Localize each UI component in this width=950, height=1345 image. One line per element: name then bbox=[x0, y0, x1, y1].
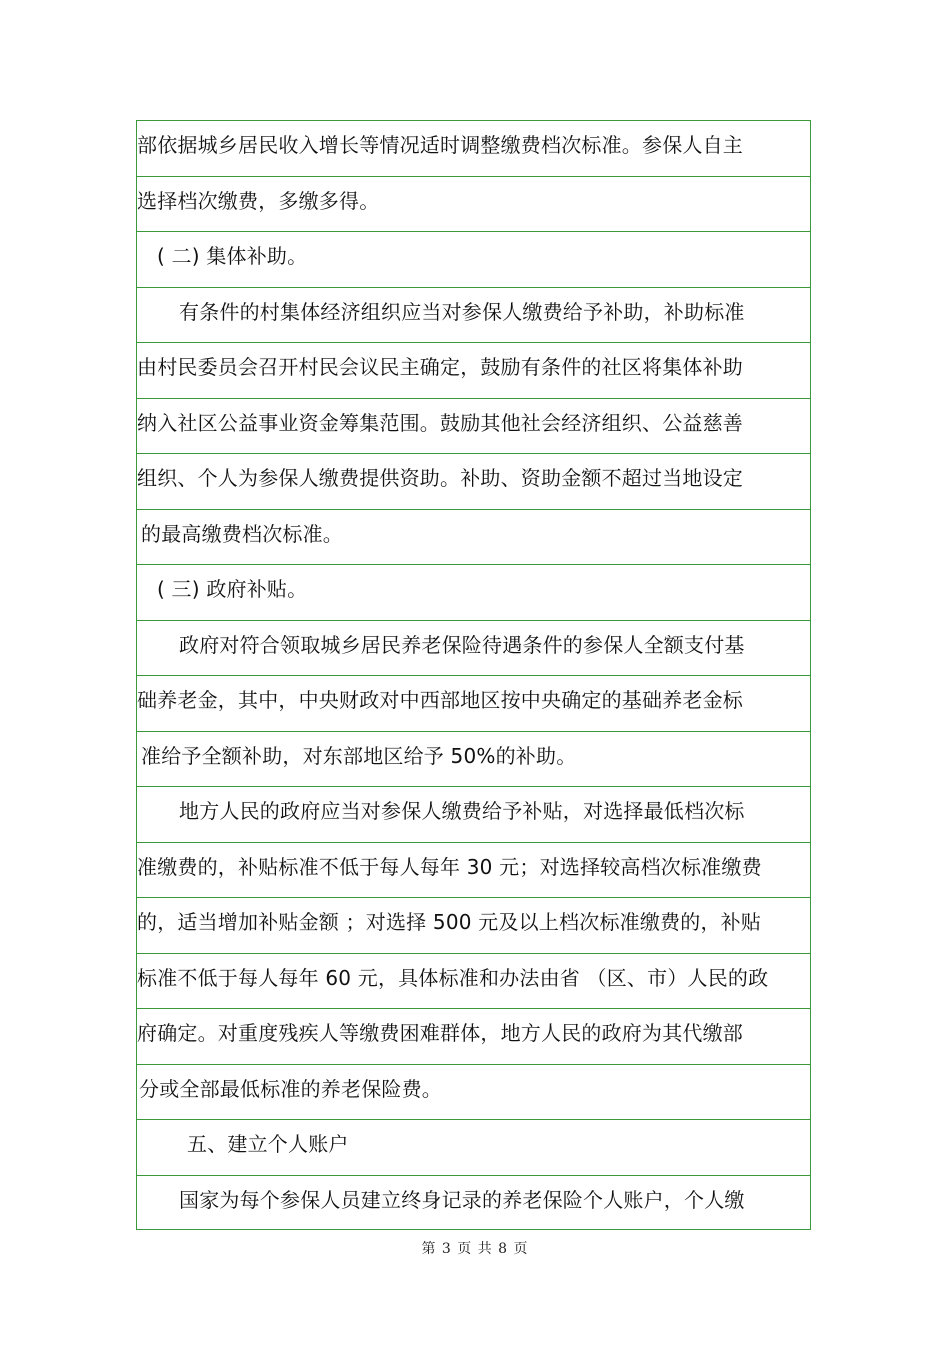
text-line: 地方人民的政府应当对参保人缴费给予补贴，对选择最低档次标 bbox=[179, 799, 745, 823]
text-line: 五、建立个人账户 bbox=[187, 1132, 349, 1156]
text-line-row bbox=[137, 732, 810, 788]
page-footer: 第 3 页 共 8 页 bbox=[421, 1241, 529, 1257]
text-line-row bbox=[137, 843, 810, 899]
text-line-row bbox=[137, 1120, 810, 1176]
text-line: 标准不低于每人每年 60 元，具体标准和办法由省 （区、市）人民的政 bbox=[137, 965, 769, 990]
text-line-row bbox=[137, 621, 810, 677]
text-line-row bbox=[137, 454, 810, 510]
text-line-row bbox=[137, 1065, 810, 1121]
text-line: 准缴费的，补贴标准不低于每人每年 30 元；对选择较高档次标准缴费 bbox=[137, 854, 762, 879]
text-line-row bbox=[137, 1009, 810, 1065]
text-line: 的，适当增加补贴金额 ；对选择 500 元及以上档次标准缴费的，补贴 bbox=[137, 910, 762, 934]
text-line: 府确定。对重度残疾人等缴费困难群体，地方人民的政府为其代缴部 bbox=[137, 1021, 743, 1045]
text-line-row bbox=[137, 232, 810, 288]
text-line-row bbox=[137, 399, 810, 455]
text-line: 分或全部最低标准的养老保险费。 bbox=[139, 1076, 442, 1101]
text-line: 础养老金，其中，中央财政对中西部地区按中央确定的基础养老金标 bbox=[137, 688, 743, 712]
text-line: 纳入社区公益事业资金筹集范围。鼓励其他社会经济组织、公益慈善 bbox=[137, 410, 743, 435]
text-line: ( 三) 政府补贴。 bbox=[157, 577, 308, 601]
text-line: 国家为每个参保人员建立终身记录的养老保险个人账户，个人缴 bbox=[179, 1187, 745, 1212]
text-line: 由村民委员会召开村民会议民主确定，鼓励有条件的社区将集体补助 bbox=[137, 355, 743, 379]
text-line-row bbox=[137, 898, 810, 954]
text-line-row bbox=[137, 343, 810, 399]
text-line-row bbox=[137, 565, 810, 621]
text-line: 组织、个人为参保人缴费提供资助。补助、资助金额不超过当地设定 bbox=[137, 466, 743, 490]
text-line-row bbox=[137, 510, 810, 566]
text-line: 有条件的村集体经济组织应当对参保人缴费给予补助，补助标准 bbox=[179, 299, 745, 324]
text-line: 准给予全额补助，对东部地区给予 50%的补助。 bbox=[141, 743, 577, 768]
text-line-row bbox=[137, 954, 810, 1010]
text-line: ( 二) 集体补助。 bbox=[157, 244, 308, 268]
text-line: 的最高缴费档次标准。 bbox=[141, 521, 343, 546]
text-line-row bbox=[137, 787, 810, 843]
text-line-row bbox=[137, 676, 810, 732]
text-line: 政府对符合领取城乡居民养老保险待遇条件的参保人全额支付基 bbox=[179, 632, 745, 657]
text-line-row bbox=[137, 288, 810, 344]
text-line: 选择档次缴费，多缴多得。 bbox=[137, 188, 380, 213]
text-line-row bbox=[137, 1176, 810, 1232]
text-line: 部依据城乡居民收入增长等情况适时调整缴费档次标准。参保人自主 bbox=[137, 133, 743, 157]
text-line-row bbox=[137, 177, 810, 233]
text-line-row bbox=[137, 121, 810, 177]
text-frame bbox=[136, 120, 811, 1230]
